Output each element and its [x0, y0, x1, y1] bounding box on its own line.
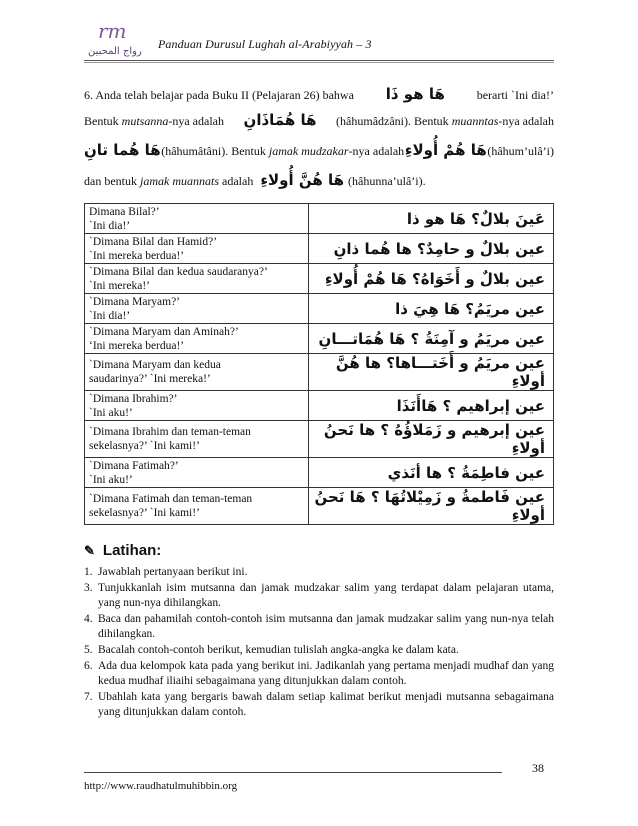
arabic-cell: عين مريَمُ و آمِنَةُ ؟ هَا هُمَاتـــانِ	[309, 324, 554, 354]
table-row	[85, 294, 554, 324]
page-header	[84, 18, 554, 64]
list-item: 3. Tunjukkanlah isim mutsanna dan jamak mudzakar salim yang terdapat dalam pelajaran utama, yang nun-nya dihilangkan.	[84, 582, 554, 609]
arabic-cell: عين إبرهيم و زَمَلاؤُهُ ؟ ها نَحنُ أولاءِ	[309, 421, 554, 458]
intro-line-4: dan bentuk jamak muannats adalah هَا هُنَّ أُولاءِ (hâhunna’ulâ’i).	[84, 171, 426, 189]
table-row	[85, 458, 554, 488]
translation-cell: `Dimana Fatimah dan teman-teman sekelasnya?’ `Ini kami!’	[85, 488, 309, 525]
header-title: Panduan Durusul Lughah al-Arabiyyah – 3	[158, 37, 372, 51]
table-row	[85, 391, 554, 421]
list-item: 7. Ubahlah kata yang bergaris bawah dalam setiap kalimat berikut menjadi mutsanna sebagaimana yang ditunjukkan dalam contoh.	[84, 691, 554, 718]
translation-cell: `Dimana Fatimah?’ `Ini aku!’	[85, 458, 309, 488]
page-number: 38	[532, 761, 544, 775]
table-row	[85, 488, 554, 525]
table-row	[85, 324, 554, 354]
exercise-list	[84, 565, 554, 721]
arabic-cell: عين فَاطمةُ و زَمِيْلاتُهَا ؟ هَا نَحنُ أولاءِ	[309, 488, 554, 525]
intro-line-2: Bentuk mutsanna-nya adalah هَا هُمَاذَانِ (hâhumâdzâni). Bentuk muanntas-nya adalah	[84, 111, 554, 129]
arabic-cell: عين بلالٌ و حامِدٌ؟ ها هُما ذانِ	[309, 234, 554, 264]
arabic-cell: عين مريَمُ؟ هَا هِيَ ذا	[309, 294, 554, 324]
arabic-cell: عين مريَمُ و أَخَتـــاها؟ ها هُنَّ أولاءِ	[309, 354, 554, 391]
translation-cell: `Dimana Bilal dan Hamid?’ `Ini mereka berdua!’	[85, 234, 309, 264]
arabic-haa-huwa-dzaa: هَا هو ذَا	[385, 85, 445, 103]
arabic-cell: عين بلالٌ و أَخَوَاهُ؟ هَا هُمْ أُولاءِ	[309, 264, 554, 294]
list-item: 6. Ada dua kelompok kata pada yang berikut ini. Jadikanlah yang pertama menjadi mudhaf dan yang kedua mudhaf iliaihi sebagaimana yang ditunjukkan dalam contoh.	[84, 660, 554, 687]
svg-text:رواج المحبين: رواج المحبين	[88, 46, 142, 57]
intro-line-1: 6. Anda telah belajar pada Buku II (Pelajaran 26) bahwa هَا هو ذَا berarti `Ini dia!’	[84, 85, 554, 103]
list-item: 5. Bacalah contoh-contoh berikut, kemudian tulislah angka-angka ke dalam kata.	[84, 644, 459, 656]
translation-cell: `Dimana Maryam dan Aminah?’ ‘Ini mereka berdua!’	[85, 324, 309, 354]
svg-text:rm: rm	[98, 19, 127, 43]
pencil-icon: ✎	[84, 543, 95, 558]
intro-line-3: هَا هُما تانِ (hâhumâtâni). Bentuk jamak mudzakar-nya adalah هَا هُمْ أُولاءِ (hâhum’ulâ’i)	[84, 141, 554, 159]
table-row	[85, 354, 554, 391]
header-divider-secondary	[84, 62, 554, 63]
footer-url[interactable]: http://www.raudhatulmuhibbin.org	[84, 780, 238, 792]
translation-cell: `Dimana Maryam?’ `Ini dia!’	[85, 294, 309, 324]
table-row	[85, 234, 554, 264]
latihan-heading: ✎ Latihan:	[84, 542, 162, 559]
arabic-haa-humaa-dzaani: هَا هُمَاذَانِ	[243, 111, 317, 129]
list-item: 4. Baca dan pahamilah contoh-contoh isim mutsanna dan jamak mudzakar salim yang nun-nya telah dihilangkan.	[84, 613, 554, 640]
footer-divider	[84, 772, 502, 773]
translation-cell: `Dimana Bilal dan kedua saudaranya?’ `Ini mereka!’	[85, 264, 309, 294]
arabic-cell: عين فاطِمَةُ ؟ ها أنَذي	[309, 458, 554, 488]
examples-table	[84, 203, 554, 525]
table-row	[85, 264, 554, 294]
arabic-haa-humaa-taani: هَا هُما تانِ	[84, 141, 161, 159]
arabic-cell: عَينَ بلالٌ؟ هَا هو ذا	[309, 204, 554, 234]
arabic-cell: عين إبراهيم ؟ هَاأَنَذَا	[309, 391, 554, 421]
table-row	[85, 421, 554, 458]
translation-cell: `Dimana Maryam dan kedua saudarinya?’ `Ini mereka!’	[85, 354, 309, 391]
raudhatul-muhibbin-logo	[84, 18, 156, 58]
header-divider	[84, 60, 554, 61]
arabic-haa-hum-ulaai: هَا هُمْ أُولاءِ	[404, 141, 487, 159]
list-item: 1. Jawablah pertanyaan berikut ini.	[84, 566, 248, 578]
translation-cell: `Dimana Ibrahim?’ `Ini aku!’	[85, 391, 309, 421]
translation-cell: Dimana Bilal?’ `Ini dia!’	[85, 204, 309, 234]
table-row	[85, 204, 554, 234]
arabic-haa-hunna-ulaai: هَا هُنَّ أُولاءِ	[260, 171, 344, 189]
translation-cell: `Dimana Ibrahim dan teman-teman sekelasnya?’ `Ini kami!’	[85, 421, 309, 458]
